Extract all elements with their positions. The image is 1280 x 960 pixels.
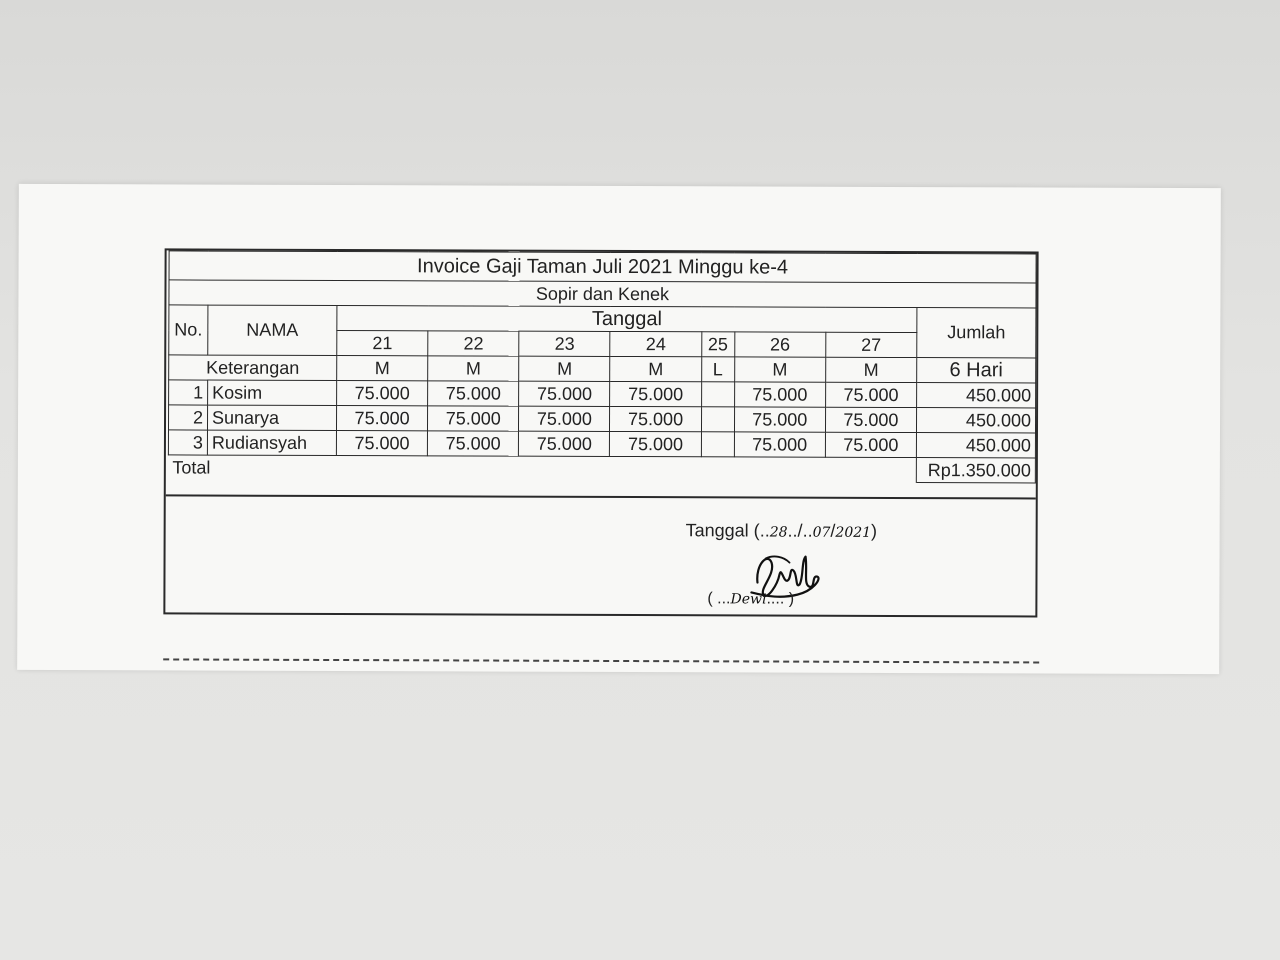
keterangan-25: L [701,357,734,382]
row-value: 75.000 [734,407,825,432]
row-value: 75.000 [825,432,916,457]
row-value: 75.000 [610,381,701,406]
row-no: 1 [169,380,208,405]
row-value: 75.000 [519,431,610,456]
keterangan-21: M [337,356,428,381]
header-jumlah: Jumlah [917,308,1036,358]
row-value: 75.000 [825,407,916,432]
date-col-25: 25 [701,332,734,357]
table-row [168,430,1035,458]
row-jumlah: 450.000 [917,383,1036,408]
row-nama: Rudiansyah [207,430,336,455]
row-value [701,432,734,457]
row-value: 75.000 [610,431,701,456]
row-jumlah: 450.000 [916,408,1035,433]
table-row [169,380,1036,408]
total-value: Rp1.350.000 [916,458,1035,483]
date-year: 2021 [835,524,872,541]
total-label: Total [168,455,916,483]
date-col-23: 23 [519,331,610,356]
date-month: 07 [812,524,831,541]
cut-line [163,658,1039,663]
date-label: Tanggal ( [685,520,760,541]
date-col-22: 22 [428,331,519,356]
signature-line: ( ...Dewi.... ) [707,590,795,608]
keterangan-23: M [519,356,610,381]
invoice-table [168,250,1037,483]
row-value: 75.000 [825,382,916,407]
row-value: 75.000 [428,381,519,406]
date-col-21: 21 [337,331,428,356]
date-day: 28 [769,524,788,541]
row-value [701,382,734,407]
row-nama: Sunarya [207,405,336,430]
row-value: 75.000 [336,406,427,431]
keterangan-24: M [610,356,701,381]
row-value: 75.000 [337,381,428,406]
header-no: No. [169,305,208,355]
invoice-subtitle: Sopir dan Kenek [169,280,1036,308]
row-nama: Kosim [208,380,337,405]
signature-name: Dewi [730,591,767,608]
row-no: 2 [168,405,207,430]
row-value: 75.000 [610,406,701,431]
header-tanggal: Tanggal [337,306,917,333]
keterangan-26: M [734,357,825,382]
row-value: 75.000 [428,406,519,431]
keterangan-label: Keterangan [169,355,337,381]
row-jumlah: 450.000 [916,433,1035,458]
header-nama: NAMA [208,305,337,355]
date-col-27: 27 [826,332,917,357]
date-col-26: 26 [734,332,825,357]
date-col-24: 24 [610,331,701,356]
invoice-frame [163,248,1038,617]
row-value: 75.000 [336,431,427,456]
keterangan-22: M [428,356,519,381]
signature-area [165,494,1035,617]
row-value: 75.000 [734,382,825,407]
total-days: 6 Hari [917,358,1036,383]
row-value: 75.000 [519,406,610,431]
row-value: 75.000 [519,381,610,406]
keterangan-27: M [825,357,916,382]
table-row [168,405,1035,433]
invoice-paper [17,184,1221,674]
invoice-title: Invoice Gaji Taman Juli 2021 Minggu ke-4 [169,251,1036,283]
row-value: 75.000 [428,431,519,456]
row-no: 3 [168,430,207,455]
row-value: 75.000 [734,432,825,457]
date-line: Tanggal (..28../..07/2021) [685,520,878,541]
row-value [701,407,734,432]
